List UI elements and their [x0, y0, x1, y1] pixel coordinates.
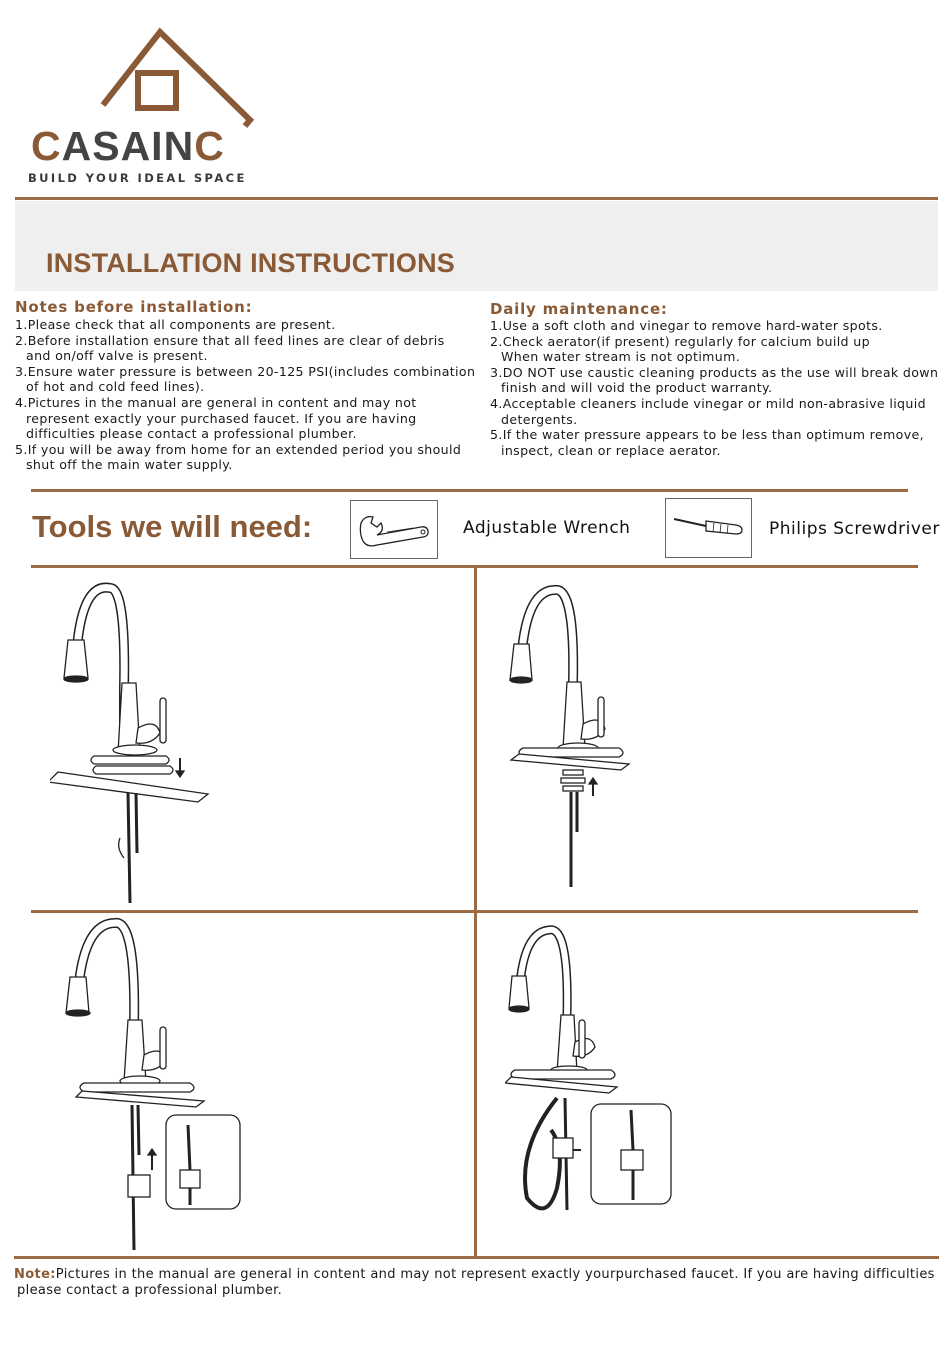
wrench-box: [350, 500, 438, 559]
step-1-illustration: [50, 578, 230, 908]
tool-label-wrench: Adjustable Wrench: [463, 518, 631, 538]
adjustable-wrench-icon: [351, 501, 437, 558]
step-4-illustration: [505, 920, 680, 1220]
maintenance-item-4: 4.Acceptable cleaners include vinegar or mild non-abrasive liquid: [490, 395, 926, 411]
note-item-4-cont: difficulties please contact a professional plumber.: [26, 426, 357, 442]
tools-divider-top: [31, 489, 908, 492]
brand-tagline: BUILD YOUR IDEAL SPACE: [28, 171, 247, 185]
step-2-illustration: [505, 582, 655, 902]
tools-heading: Tools we will need:: [32, 509, 313, 544]
notes-heading: Notes before installation:: [15, 298, 253, 316]
footer-note: [14, 1267, 939, 1298]
notes-list: [15, 317, 485, 473]
maintenance-item-5: 5.If the water pressure appears to be less than optimum remove,: [490, 427, 924, 443]
note-item-5-cont: shut off the main water supply.: [26, 457, 233, 473]
note-item-3-cont: of hot and cold feed lines).: [26, 379, 205, 395]
maintenance-heading: Daily maintenance:: [490, 300, 668, 318]
page-title: INSTALLATION INSTRUCTIONS: [46, 248, 455, 278]
footer-note-text: Pictures in the manual are general in content and may not represent exactly yourpurchased faucet. If you are having difficulties: [55, 1267, 935, 1282]
step-3-illustration: [60, 915, 250, 1255]
maintenance-item-3-cont: finish and will void the product warranty.: [501, 380, 773, 396]
footer-divider: [14, 1256, 939, 1259]
note-item-3: 3.Ensure water pressure is between 20-125 PSI(includes combination: [15, 363, 476, 379]
note-item-2-cont: and on/off valve is present.: [26, 348, 208, 364]
brand-wordmark: CASAINC: [31, 123, 225, 169]
maintenance-item-5-cont: inspect, clean or replace aerator.: [501, 442, 721, 458]
maintenance-item-2: 2.Check aerator(if present) regularly for calcium build up: [490, 333, 870, 349]
header-divider: [15, 197, 938, 200]
tool-label-screwdriver: Philips Screwdriver: [769, 519, 940, 539]
screwdriver-icon: [666, 499, 751, 557]
note-item-4-cont: represent exactly your purchased faucet. If you are having: [26, 410, 417, 426]
note-item-4: 4.Pictures in the manual are general in content and may not: [15, 394, 417, 410]
maintenance-item-2-cont: When water stream is not optimum.: [501, 349, 741, 365]
maintenance-item-1: 1.Use a soft cloth and vinegar to remove hard-water spots.: [490, 318, 883, 333]
maintenance-item-4-cont: detergents.: [501, 411, 578, 427]
brand-logo: [25, 20, 265, 170]
grid-divider-horizontal: [31, 910, 918, 913]
maintenance-list: [490, 318, 950, 458]
screwdriver-box: [665, 498, 752, 558]
footer-note-text2: please contact a professional plumber.: [17, 1282, 283, 1298]
maintenance-item-3: 3.DO NOT use caustic cleaning products as the use will break down: [490, 364, 939, 380]
note-item-1: 1.Please check that all components are present.: [15, 317, 336, 332]
note-item-5: 5.If you will be away from home for an extended period you should: [15, 441, 462, 457]
footer-note-label: Note:: [14, 1267, 56, 1282]
note-item-2: 2.Before installation ensure that all feed lines are clear of debris: [15, 332, 445, 348]
